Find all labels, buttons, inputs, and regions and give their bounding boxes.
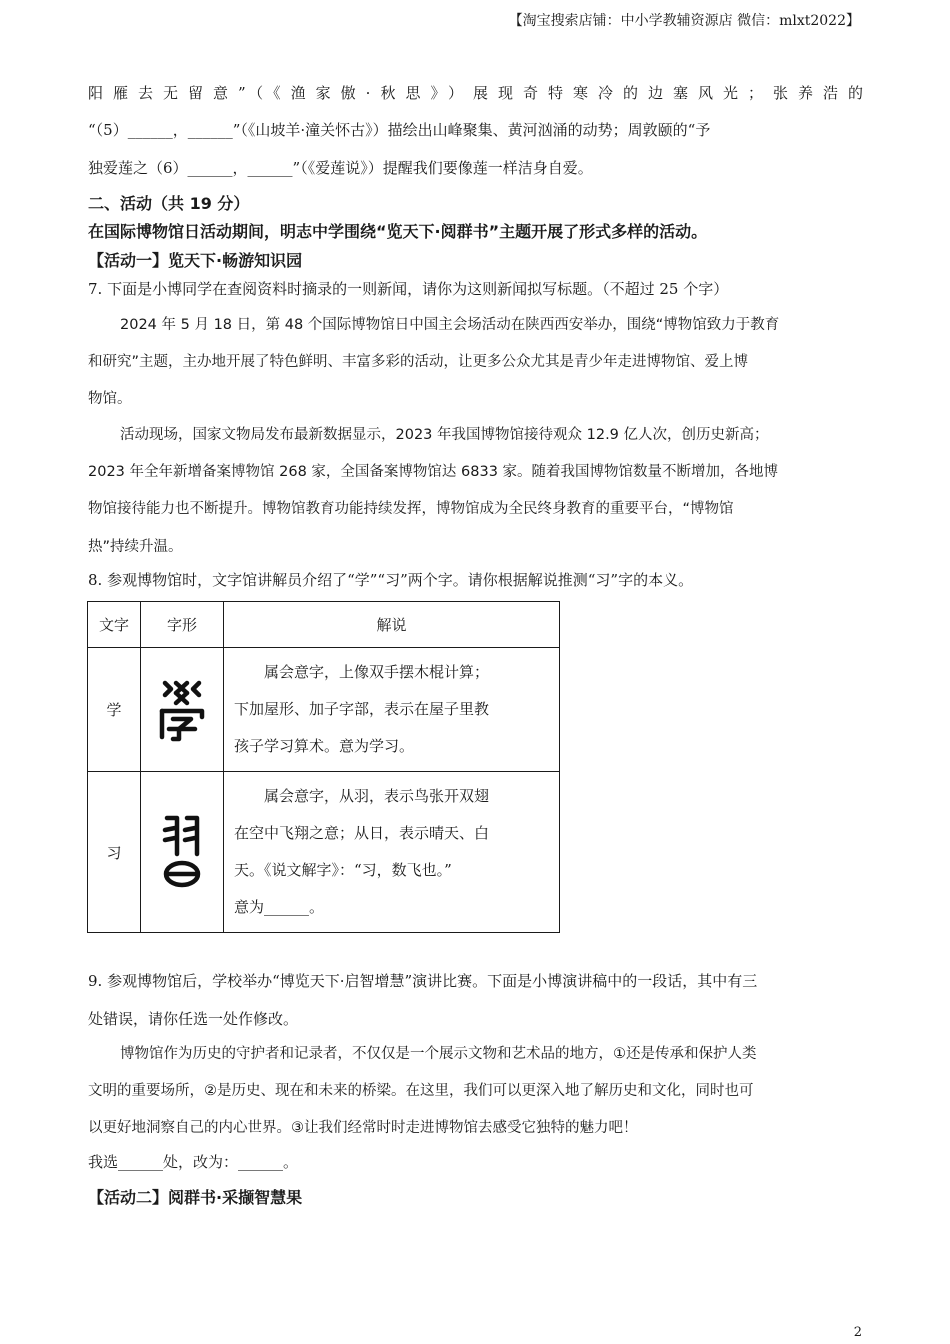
header-note: 【淘宝搜索店铺：中小学教辅资源店 微信：mlxt2022】 xyxy=(508,13,860,29)
table-row-xue xyxy=(88,648,560,772)
news-paragraph-2-line-2: 2023 年全年新增备案博物馆 268 家，全国备案博物馆达 6833 家。随着我国博物馆数量不断增加，各地博 xyxy=(88,464,779,480)
news-paragraph-1-line-1: 2024 年 5 月 18 日，第 48 个国际博物馆日中国主会场活动在陕西西安举办，围绕“博物馆致力于教育 xyxy=(120,317,780,333)
activity-two-title: 【活动二】阅群书·采撷智慧果 xyxy=(88,1188,303,1207)
seal-script-xi-glyph xyxy=(141,772,224,933)
poem-line-3: 独爱莲之（6）______，______”（《爱莲说》）提醒我们要像莲一样洁身自爱。 xyxy=(88,159,593,177)
news-paragraph-2-line-3: 物馆接待能力也不断提升。博物馆教育功能持续发挥，博物馆成为全民终身教育的重要平台，“博物馆 xyxy=(88,501,734,517)
char-xi: 习 xyxy=(88,772,141,933)
character-table xyxy=(87,601,560,933)
seal-script-xue-glyph xyxy=(141,648,224,772)
poem-line-2: “（5）______，______”（《山坡羊·潼关怀古》）描绘出山峰聚集、黄河汹涌的动势；周敦颐的“予 xyxy=(88,121,711,139)
explanation-xi-line: 在空中飞翔之意；从日，表示晴天、白 xyxy=(234,824,490,842)
explanation-xue-line: 属会意字，上像双手摆木棍计算； xyxy=(264,663,490,681)
news-paragraph-1-line-3: 物馆。 xyxy=(88,391,132,407)
explanation-xi-line: 意为______。 xyxy=(234,898,325,916)
table-row-xi xyxy=(88,772,560,933)
explanation-xue xyxy=(224,648,560,772)
table-header-char: 文字 xyxy=(88,602,141,648)
table-header-row xyxy=(88,602,560,648)
explanation-xi-line: 属会意字，从羽，表示鸟张开双翅 xyxy=(264,787,490,805)
speech-line-1: 博物馆作为历史的守护者和记录者，不仅仅是一个展示文物和艺术品的地方，①还是传承和保护人类 xyxy=(120,1046,757,1062)
char-xue: 学 xyxy=(88,648,141,772)
section-title: 二、活动（共 19 分） xyxy=(88,194,250,213)
news-paragraph-2-line-4: 热”持续升温。 xyxy=(88,539,183,555)
table-header-glyph: 字形 xyxy=(141,602,224,648)
explanation-xi-line: 天。《说文解字》：“习，数飞也。” xyxy=(234,861,452,879)
section-intro: 在国际博物馆日活动期间，明志中学围绕“览天下·阅群书”主题开展了形式多样的活动。 xyxy=(88,222,708,241)
explanation-xi xyxy=(224,772,560,933)
question-9-line-1: 9. 参观博物馆后，学校举办“博览天下·启智增慧”演讲比赛。下面是小博演讲稿中的一段话，其中有三 xyxy=(88,972,758,990)
activity-one-title: 【活动一】览天下·畅游知识园 xyxy=(88,251,303,270)
news-paragraph-1-line-2: 和研究”主题，主办地开展了特色鲜明、丰富多彩的活动，让更多公众尤其是青少年走进博物馆、爱上博 xyxy=(88,354,749,370)
question-8: 8. 参观博物馆时，文字馆讲解员介绍了“学”“习”两个字。请你根据解说推测“习”字的本义。 xyxy=(88,571,694,589)
table-header-explanation: 解说 xyxy=(224,602,560,648)
speech-line-2: 文明的重要场所，②是历史、现在和未来的桥梁。在这里，我们可以更深入地了解历史和文化，同时也可 xyxy=(88,1083,754,1099)
page-number: 2 xyxy=(853,1325,862,1340)
explanation-xue-line: 下加屋形、加子字部，表示在屋子里教 xyxy=(234,700,490,718)
speech-line-3: 以更好地洞察自己的内心世界。③让我们经常时时走进博物馆去感受它独特的魅力吧！ xyxy=(88,1120,638,1136)
explanation-xue-line: 孩子学习算术。意为学习。 xyxy=(234,737,415,755)
question-9-line-2: 处错误，请你任选一处作修改。 xyxy=(88,1010,299,1028)
poem-line-1: 阳雁去无留意”（《渔家傲·秋思》）展现奇特寒冷的边塞风光；张养浩的 xyxy=(88,84,863,102)
answer-line: 我选______处，改为：______。 xyxy=(88,1153,299,1171)
news-paragraph-2-line-1: 活动现场，国家文物局发布最新数据显示，2023 年我国博物馆接待观众 12.9 亿人次，创历史新高； xyxy=(120,427,769,443)
question-7: 7. 下面是小博同学在查阅资料时摘录的一则新闻，请你为这则新闻拟写标题。（不超过 25 个字） xyxy=(88,280,729,298)
